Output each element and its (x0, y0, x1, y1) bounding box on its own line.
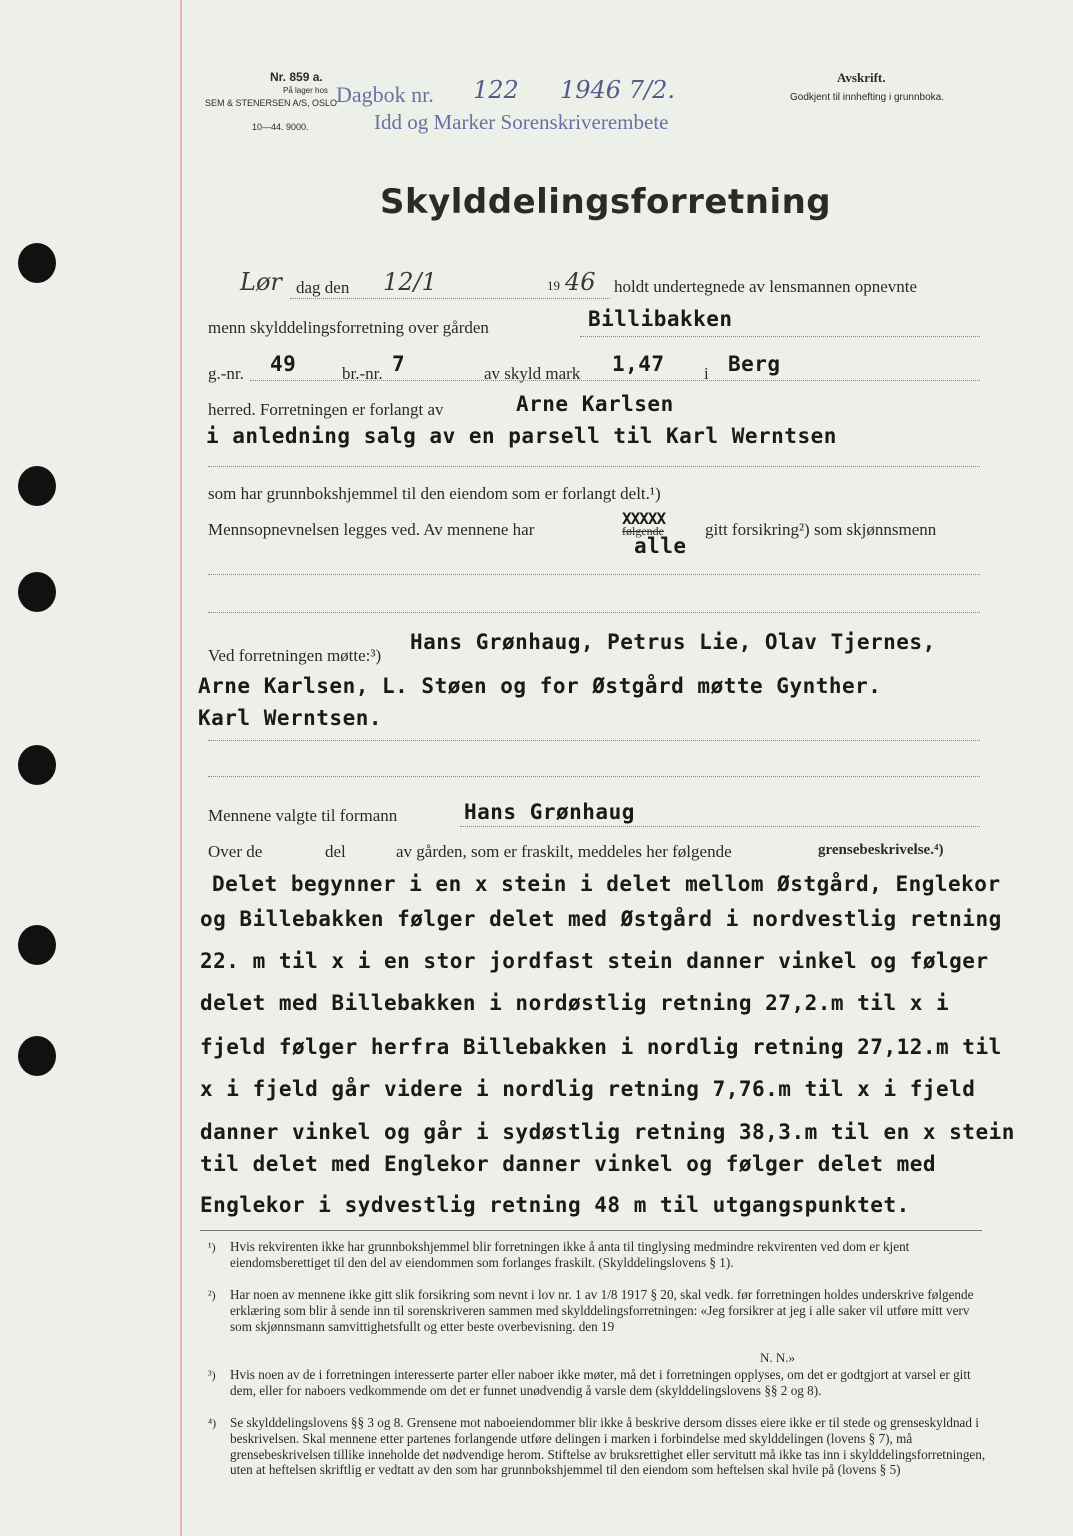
gnr-value: 49 (270, 352, 297, 376)
avskrift-note: Godkjent til innhefting i grunnboka. (790, 92, 944, 103)
year-prefix: 19 (547, 278, 560, 293)
description-line: delet med Billebakken i nordøstlig retning 27,2.m til x i (200, 991, 950, 1015)
punch-hole (18, 925, 56, 965)
footnote-nn: N. N.» (760, 1350, 796, 1365)
date: 12/1 (383, 268, 437, 296)
footnote-3: Hvis noen av de i forretningen interesserte parter eller naboer ikke møter, må det i forretningen opplyses, om det er godtgjort at varsel er gitt dem, eller for naboers vedkommende om det er funnet unødvendig å varsle dem (skylddelingslovens §§ 2 og 8). (230, 1367, 971, 1398)
attendees-line-1: Hans Grønhaug, Petrus Lie, Olav Tjernes, (410, 630, 936, 654)
print-code: 10—44. 9000. (252, 122, 309, 132)
punch-hole (18, 243, 56, 283)
holdt-text: holdt undertegnede av lensmannen opnevnte (614, 277, 918, 296)
dotted-line (208, 574, 980, 575)
menn-text: menn skylddelingsforretning over gården (208, 318, 489, 337)
requester: Arne Karlsen (516, 392, 674, 416)
footnote-mark: ²) (208, 1288, 216, 1302)
margin-line (180, 0, 182, 1536)
page-title: Skylddelingsforretning (380, 182, 832, 222)
avskrift: Avskrift. (837, 70, 886, 85)
herred-text: herred. Forretningen er forlangt av (208, 400, 444, 419)
punch-hole (18, 572, 56, 612)
description-line: Englekor i sydvestlig retning 48 m til utgangspunktet. (200, 1193, 910, 1217)
attendees-line-2: Arne Karlsen, L. Støen og for Østgård møtte Gynther. (198, 674, 882, 698)
separator-rule (200, 1230, 982, 1231)
bnr-label: br.-nr. (342, 364, 383, 383)
grunnbok-text: som har grunnbokshjemmel til den eiendom som er forlangt delt.¹) (208, 484, 661, 503)
description-line: til delet med Englekor danner vinkel og følger delet med (200, 1152, 937, 1176)
footnote-1: Hvis rekvirenten ikke har grunnbokshjemmel blir forretningen ikke å anta til tinglysing medmindre rekvirenten ved dom er kjent eiendomsberettiget til den del av eiendommen som forlanges fraskilt. (Skylddelingslovens § 1). (230, 1239, 910, 1270)
description-line: og Billebakken følger delet med Østgård i nordvestlig retning (200, 907, 1002, 931)
over-de: Over de (208, 842, 263, 861)
description-line: x i fjeld går videre i nordlig retning 7,76.m til x i fjeld (200, 1077, 976, 1101)
form-number: Nr. 859 a. (270, 70, 323, 84)
punch-hole (18, 745, 56, 785)
dotted-line (208, 776, 980, 777)
description-line: Delet begynner i en x stein i delet mellom Østgård, Englekor (212, 872, 1001, 896)
day: Lør (240, 268, 282, 296)
mennsop-text: Mennsopnevnelsen legges ved. Av mennene har (208, 520, 535, 539)
ved-text: Ved forretningen møtte:³) (208, 646, 382, 665)
footnote-2: Har noen av mennene ikke gitt slik forsikring som nevnt i lov nr. 1 av 1/8 1917 § 20, skal vedk. før forretningen holdes underskrive følgende erklæring som blir å sende inn til sorenskriveren sammen med skylddelingsforretningen: «Jeg forsikrer at jeg i alle saker vil utføre mitt verv som skjønnsmann samvittighetsfullt og etter beste overbevisning. den 19 (230, 1287, 974, 1334)
dotted-line (208, 466, 980, 467)
dotted-line (208, 612, 980, 613)
footnote-mark: ³) (208, 1368, 216, 1382)
punch-hole (18, 466, 56, 506)
form-sub: På lager hos (283, 86, 328, 95)
description-line: fjeld følger herfra Billebakken i nordlig retning 27,12.m til (200, 1035, 1002, 1059)
reason: i anledning salg av en parsell til Karl Werntsen (206, 424, 837, 448)
skyld-label: av skyld mark (484, 364, 581, 383)
dotted-line (460, 826, 980, 827)
farm-name: Billibakken (588, 307, 733, 331)
struck-word: følgende (622, 524, 664, 538)
footnote-mark: ¹) (208, 1240, 216, 1254)
skyld-value: 1,47 (612, 352, 665, 376)
dotted-line (250, 380, 980, 381)
dotted-line (208, 740, 980, 741)
publisher: SEM & STENERSEN A/S, OSLO (205, 98, 338, 108)
attendees-line-3: Karl Werntsen. (198, 706, 383, 730)
forsikring-text: gitt forsikring²) som skjønnsmenn (705, 520, 937, 539)
footnote-4: Se skylddelingslovens §§ 3 og 8. Grensene mot naboeiendommer blir ikke å beskrive dersom disses eiere ikke er til stede og grenseskyldnad i beskrivelsen. Skal mennene etter partenes forlangende utføre delingen i marken i forbindelse med skylddelingen (lovens § 7), må grensebeskrivelsen tillike inneholde det nødvendige herom. Stiftelse av bruksrettighet eller servitutt må ikke tas inn i skylddelingsforretningen, uten at heftelsen skriftlig er vedtatt av den som har grunnbokshjemmel til den eiendom som heftelsen skal hvile på (lovens § 5) (230, 1415, 986, 1478)
dagbok-date: 1946 7/2. (560, 76, 675, 104)
dotted-line (580, 336, 980, 337)
herred-name: Berg (728, 352, 781, 376)
description-line: 22. m til x i en stor jordfast stein danner vinkel og følger (200, 949, 989, 973)
punch-hole (18, 1036, 56, 1076)
footnote-mark: ⁴) (208, 1416, 217, 1430)
alle: alle (634, 534, 687, 558)
grense-label: grensebeskrivelse.⁴) (818, 842, 944, 858)
dagbok-number: 122 (473, 76, 519, 104)
del-label: del (325, 842, 346, 861)
i-label: i (704, 364, 709, 383)
struck-marks: XXXXX (622, 509, 666, 528)
dotted-line (290, 298, 610, 299)
dagbok-label: Dagbok nr. (336, 82, 434, 107)
gnr-label: g.-nr. (208, 364, 244, 383)
formann-name: Hans Grønhaug (464, 800, 635, 824)
dag-den: dag den (296, 278, 350, 297)
office-stamp: Idd og Marker Sorenskriverembete (374, 110, 669, 134)
bnr-value: 7 (392, 352, 406, 376)
description-line: danner vinkel og går i sydøstlig retning 38,3.m til en x stein (200, 1120, 1015, 1144)
formann-label: Mennene valgte til formann (208, 806, 398, 825)
over-rest: av gården, som er fraskilt, meddeles her følgende (396, 842, 732, 861)
year: 46 (565, 268, 596, 296)
